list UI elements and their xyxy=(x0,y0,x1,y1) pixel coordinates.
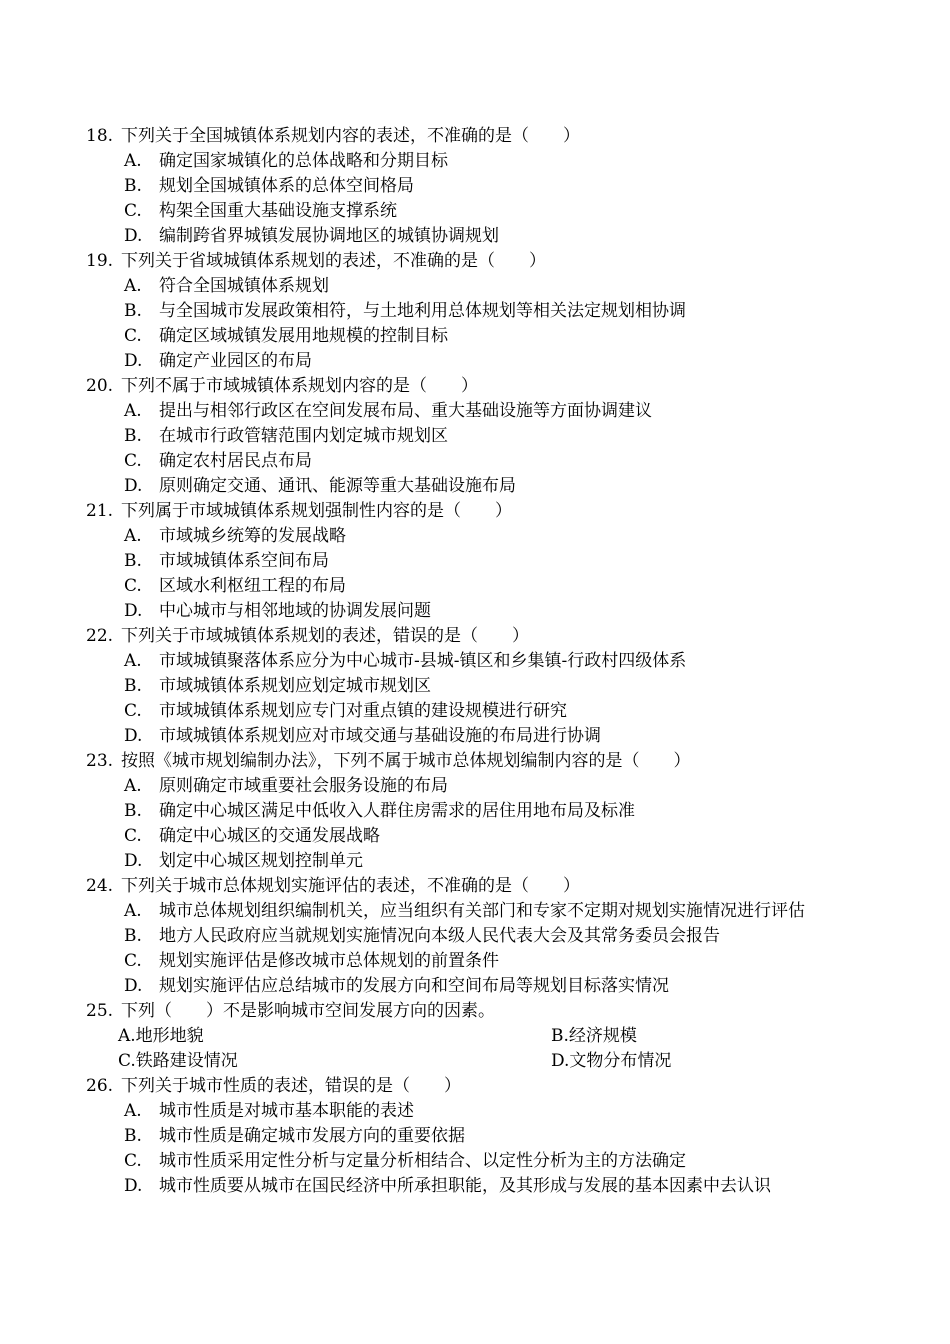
option-d xyxy=(0,599,950,624)
question-22 xyxy=(0,624,950,749)
option-text: 符合全国城镇体系规划 xyxy=(159,276,329,296)
question-23 xyxy=(0,749,950,874)
option-letter: A. xyxy=(124,526,142,546)
option-letter: C. xyxy=(124,326,142,346)
option-letter: C. xyxy=(124,701,142,721)
option-b xyxy=(0,549,950,574)
question-19 xyxy=(0,249,950,374)
question-stem xyxy=(0,124,950,149)
option-c xyxy=(0,574,950,599)
option-b xyxy=(0,424,950,449)
option-b xyxy=(0,799,950,824)
question-stem xyxy=(0,499,950,524)
question-stem xyxy=(0,1074,950,1099)
option-letter: B. xyxy=(124,551,142,571)
question-26 xyxy=(0,1074,950,1199)
option-letter: B. xyxy=(124,176,142,196)
option-text: 确定区域城镇发展用地规模的控制目标 xyxy=(159,326,448,346)
option-text: 编制跨省界城镇发展协调地区的城镇协调规划 xyxy=(159,226,499,246)
option-letter: A. xyxy=(124,401,142,421)
question-number: 19. xyxy=(86,251,114,271)
option-letter: C. xyxy=(124,826,142,846)
option-a: A.地形地貌 xyxy=(118,1026,204,1046)
option-letter: D. xyxy=(124,601,143,621)
option-c xyxy=(0,949,950,974)
option-letter: A. xyxy=(124,1101,142,1121)
option-b xyxy=(0,174,950,199)
option-row xyxy=(0,1049,950,1074)
question-text: 下列关于城市性质的表述，错误的是（ ） xyxy=(121,1076,461,1096)
option-text: 确定国家城镇化的总体战略和分期目标 xyxy=(159,151,448,171)
question-number: 26. xyxy=(86,1076,114,1096)
option-letter: D. xyxy=(124,1176,143,1196)
question-text: 下列不属于市域城镇体系规划内容的是（ ） xyxy=(121,376,478,396)
option-c xyxy=(0,199,950,224)
question-stem xyxy=(0,874,950,899)
option-d xyxy=(0,349,950,374)
option-a xyxy=(0,399,950,424)
option-letter: B. xyxy=(124,926,142,946)
option-d xyxy=(0,724,950,749)
option-letter: A. xyxy=(124,276,142,296)
option-b xyxy=(0,924,950,949)
question-text: 下列（ ）不是影响城市空间发展方向的因素。 xyxy=(121,1001,495,1021)
option-c xyxy=(0,449,950,474)
option-b xyxy=(0,299,950,324)
option-d: D.文物分布情况 xyxy=(551,1051,672,1071)
option-text: 城市性质要从城市在国民经济中所承担职能，及其形成与发展的基本因素中去认识 xyxy=(159,1176,771,1196)
option-letter: B. xyxy=(124,426,142,446)
option-letter: D. xyxy=(124,476,143,496)
option-text: 城市总体规划组织编制机关，应当组织有关部门和专家不定期对规划实施情况进行评估 xyxy=(159,901,805,921)
option-row xyxy=(0,1024,950,1049)
option-text: 城市性质是对城市基本职能的表述 xyxy=(159,1101,414,1121)
question-stem xyxy=(0,749,950,774)
option-letter: B. xyxy=(124,801,142,821)
question-text: 下列属于市域城镇体系规划强制性内容的是（ ） xyxy=(121,501,512,521)
option-text: 确定农村居民点布局 xyxy=(159,451,312,471)
question-25 xyxy=(0,999,950,1074)
option-text: 提出与相邻行政区在空间发展布局、重大基础设施等方面协调建议 xyxy=(159,401,652,421)
question-20 xyxy=(0,374,950,499)
question-number: 21. xyxy=(86,501,114,521)
question-text: 下列关于市域城镇体系规划的表述，错误的是（ ） xyxy=(121,626,529,646)
option-text: 确定中心城区的交通发展战略 xyxy=(159,826,380,846)
option-text: 确定产业园区的布局 xyxy=(159,351,312,371)
option-letter: C. xyxy=(124,451,142,471)
option-letter: C. xyxy=(124,576,142,596)
option-text: 市域城镇聚落体系应分为中心城市-县城-镇区和乡集镇-行政村四级体系 xyxy=(159,651,687,671)
option-text: 规划实施评估应总结城市的发展方向和空间布局等规划目标落实情况 xyxy=(159,976,669,996)
option-text: 规划实施评估是修改城市总体规划的前置条件 xyxy=(159,951,499,971)
option-c xyxy=(0,824,950,849)
option-d xyxy=(0,974,950,999)
question-number: 24. xyxy=(86,876,114,896)
question-text: 下列关于城市总体规划实施评估的表述，不准确的是（ ） xyxy=(121,876,580,896)
option-b: B.经济规模 xyxy=(551,1026,637,1046)
option-a xyxy=(0,274,950,299)
question-number: 20. xyxy=(86,376,114,396)
option-letter: B. xyxy=(124,1126,142,1146)
option-letter: D. xyxy=(124,851,143,871)
option-letter: A. xyxy=(124,776,142,796)
question-number: 23. xyxy=(86,751,114,771)
option-letter: D. xyxy=(124,976,143,996)
option-c xyxy=(0,1149,950,1174)
option-text: 确定中心城区满足中低收入人群住房需求的居住用地布局及标准 xyxy=(159,801,635,821)
option-d xyxy=(0,849,950,874)
option-letter: D. xyxy=(124,226,143,246)
option-b xyxy=(0,674,950,699)
option-text: 市域城乡统筹的发展战略 xyxy=(159,526,346,546)
option-d xyxy=(0,224,950,249)
option-a xyxy=(0,1099,950,1124)
option-text: 与全国城市发展政策相符，与土地利用总体规划等相关法定规划相协调 xyxy=(159,301,686,321)
question-18 xyxy=(0,124,950,249)
option-letter: B. xyxy=(124,301,142,321)
option-c xyxy=(0,324,950,349)
option-letter: B. xyxy=(124,676,142,696)
option-text: 原则确定市域重要社会服务设施的布局 xyxy=(159,776,448,796)
question-text: 下列关于全国城镇体系规划内容的表述，不准确的是（ ） xyxy=(121,126,580,146)
option-letter: C. xyxy=(124,201,142,221)
question-stem xyxy=(0,999,950,1024)
question-text: 下列关于省域城镇体系规划的表述，不准确的是（ ） xyxy=(121,251,546,271)
option-a xyxy=(0,649,950,674)
option-text: 城市性质是确定城市发展方向的重要依据 xyxy=(159,1126,465,1146)
option-letter: A. xyxy=(124,151,142,171)
option-text: 市域城镇体系规划应专门对重点镇的建设规模进行研究 xyxy=(159,701,567,721)
option-b xyxy=(0,1124,950,1149)
question-24 xyxy=(0,874,950,999)
question-stem xyxy=(0,249,950,274)
option-text: 区域水利枢纽工程的布局 xyxy=(159,576,346,596)
option-c: C.铁路建设情况 xyxy=(118,1051,238,1071)
option-letter: C. xyxy=(124,1151,142,1171)
option-a xyxy=(0,149,950,174)
question-number: 22. xyxy=(86,626,114,646)
option-text: 划定中心城区规划控制单元 xyxy=(159,851,363,871)
question-stem xyxy=(0,374,950,399)
option-letter: C. xyxy=(124,951,142,971)
option-text: 中心城市与相邻地域的协调发展问题 xyxy=(159,601,431,621)
option-text: 原则确定交通、通讯、能源等重大基础设施布局 xyxy=(159,476,516,496)
option-text: 市域城镇体系空间布局 xyxy=(159,551,329,571)
option-a xyxy=(0,899,950,924)
option-a xyxy=(0,774,950,799)
exam-page xyxy=(0,124,950,1199)
question-number: 18. xyxy=(86,126,114,146)
option-text: 在城市行政管辖范围内划定城市规划区 xyxy=(159,426,448,446)
option-text: 地方人民政府应当就规划实施情况向本级人民代表大会及其常务委员会报告 xyxy=(159,926,720,946)
option-text: 市域城镇体系规划应划定城市规划区 xyxy=(159,676,431,696)
question-stem xyxy=(0,624,950,649)
option-text: 规划全国城镇体系的总体空间格局 xyxy=(159,176,414,196)
option-letter: D. xyxy=(124,726,143,746)
option-a xyxy=(0,524,950,549)
question-21 xyxy=(0,499,950,624)
question-number: 25. xyxy=(86,1001,114,1021)
option-text: 市域城镇体系规划应对市域交通与基础设施的布局进行协调 xyxy=(159,726,601,746)
option-text: 构架全国重大基础设施支撑系统 xyxy=(159,201,397,221)
question-text: 按照《城市规划编制办法》，下列不属于城市总体规划编制内容的是（ ） xyxy=(121,751,691,771)
option-text: 城市性质采用定性分析与定量分析相结合、以定性分析为主的方法确定 xyxy=(159,1151,686,1171)
option-letter: D. xyxy=(124,351,143,371)
option-d xyxy=(0,1174,950,1199)
option-letter: A. xyxy=(124,901,142,921)
option-letter: A. xyxy=(124,651,142,671)
option-d xyxy=(0,474,950,499)
option-c xyxy=(0,699,950,724)
